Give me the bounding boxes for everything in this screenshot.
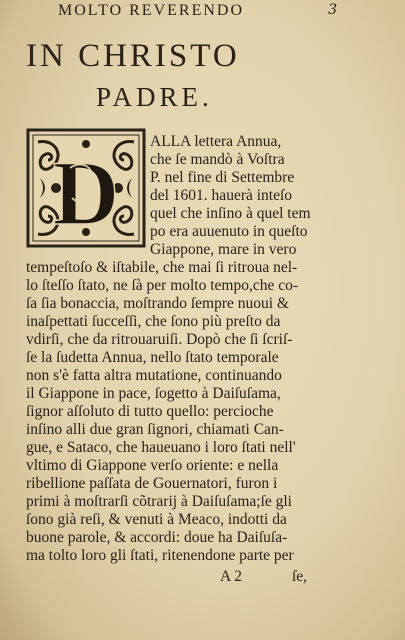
body-line: primi à moſtrarſi cõtrarij à Daiſuſama;ſe gli <box>26 493 292 510</box>
body-line: il Giappone in pace, ſogetto à Daiſuſama, <box>26 385 281 402</box>
body-line: ribellione paſſata de Gouernatori, furon i <box>26 475 278 492</box>
catchword: ſe, <box>292 568 308 585</box>
body-line: ALLA lettera Annua, <box>150 133 282 150</box>
body-line: ſa ſia bonaccia, moſtrando ſempre nuoui & <box>26 295 289 312</box>
running-head: MOLTO REVERENDO <box>58 2 245 19</box>
body-line: quel che inſino à quel tem <box>150 205 311 222</box>
body-line: non s'è fatta altra mutatione, continuando <box>26 367 282 384</box>
body-line: buone parole, & accordi: doue ha Daiſuſa- <box>26 529 288 546</box>
body-line: Giappone, mare in vero <box>150 241 297 258</box>
body-line: ſignor aſſoluto di tutto quello: percioche <box>26 403 274 420</box>
body-line: gue, e Sataco, che haueuano i loro ſtati nell' <box>26 439 296 456</box>
ornamental-initial-d-icon <box>26 128 146 248</box>
body-line: che ſe mandò à Voſtra <box>150 151 285 168</box>
body-line: inſino alli due gran ſignori, chiamati Can- <box>26 421 284 438</box>
body-line: del 1601. hauerà inteſo <box>150 187 293 204</box>
title-line-2: PADRE. <box>96 82 213 112</box>
body-line: ma tolto loro gli ſtati, ritenendone parte per <box>26 547 294 564</box>
body-line: lo ſteſſo ſtato, ne ſà per molto tempo,che co- <box>26 277 299 294</box>
body-line: inaſpettati ſucceſſi, che ſono più preſto da <box>26 313 281 330</box>
page-number: 3 <box>328 2 337 18</box>
body-line: ſe la ſudetta Annua, nello ſtato temporale <box>26 349 279 366</box>
signature-mark: A 2 <box>220 568 242 585</box>
body-line: vdirſi, che da ritrouaruiſi. Dopò che ſi ſcriſ- <box>26 331 293 348</box>
body-line: tempeſtoſo & iſtabile, che mai ſi ritroua nel- <box>26 259 298 276</box>
svg-text:D: D <box>52 142 120 244</box>
body-line: P. nel fine di Settembre <box>150 169 295 186</box>
body-line: vltimo di Giappone verſo oriente: e nella <box>26 457 279 474</box>
body-line: ſono già reſi, & venuti à Meaco, indotti da <box>26 511 287 528</box>
body-line: po era auuenuto in queſto <box>150 223 308 240</box>
title-line-1: IN CHRISTO <box>26 38 240 74</box>
